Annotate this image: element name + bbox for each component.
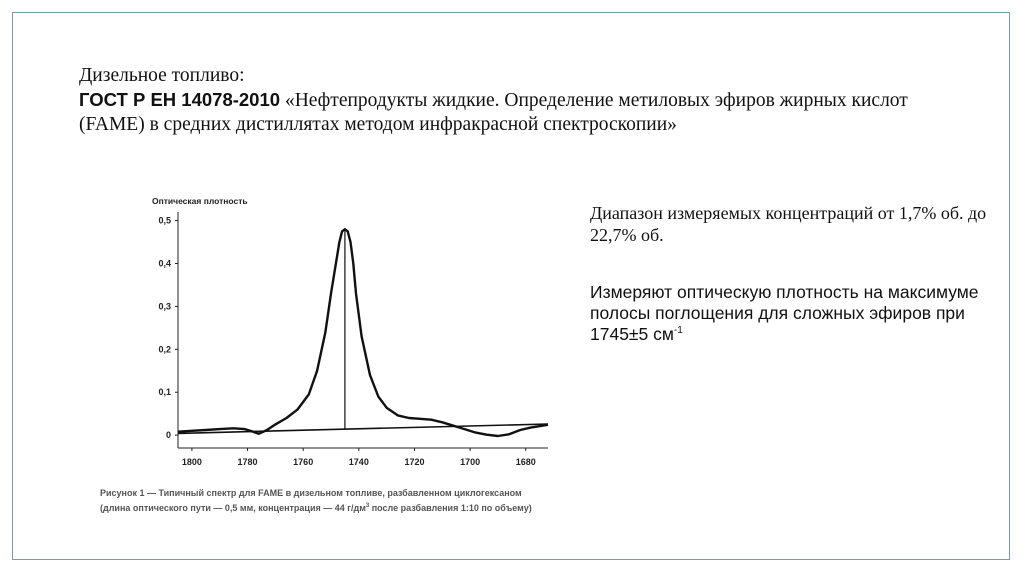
x-axis bbox=[178, 448, 548, 467]
ir-spectrum-chart bbox=[140, 190, 560, 480]
concentration-range-note: Диапазон измеряемых концентраций от 1,7% об. до 22,7% об. bbox=[590, 203, 987, 245]
x-tick-label: 1780 bbox=[237, 457, 258, 467]
caption-line-2 bbox=[100, 501, 660, 516]
spectrum-series-line bbox=[178, 229, 548, 436]
gost-number: ГОСТ Р ЕН 14078-2010 bbox=[79, 89, 281, 110]
caption-line-2a: (длина оптического пути — 0,5 мм, концентрация — 44 г/дм bbox=[100, 503, 366, 513]
y-tick-label: 0,4 bbox=[158, 258, 171, 269]
y-tick-label: 0,5 bbox=[158, 215, 171, 226]
y-axis-title: Оптическая плотность bbox=[152, 196, 248, 206]
figure-caption bbox=[100, 486, 660, 516]
measurement-unit-exponent: -1 bbox=[673, 325, 683, 337]
y-tick-label: 0,1 bbox=[158, 387, 171, 398]
slide-heading bbox=[79, 64, 959, 137]
measurement-note bbox=[590, 282, 1010, 345]
y-tick-label: 0,3 bbox=[158, 301, 171, 312]
y-tick-label: 0 bbox=[165, 430, 171, 441]
x-tick-label: 1800 bbox=[181, 457, 202, 467]
caption-line-2b: после разбавления 1:10 по объему) bbox=[369, 503, 532, 513]
y-tick-label: 0,2 bbox=[158, 344, 171, 355]
heading-line-fuel: Дизельное топливо: bbox=[79, 65, 245, 86]
caption-exponent: 3 bbox=[365, 503, 370, 509]
gost-title: «Нефтепродукты жидкие. Определение метиловых эфиров жирных кислот (FAME) в средних дистиллятах методом инфракрасной спектроскопии» bbox=[79, 90, 908, 135]
y-axis bbox=[158, 212, 178, 448]
x-tick-label: 1760 bbox=[293, 457, 314, 467]
heading-standard bbox=[79, 88, 959, 137]
measurement-text: Измеряют оптическую плотность на максимуме полосы поглощения для сложных эфиров при 1745±5 см bbox=[590, 282, 979, 344]
x-tick-label: 1700 bbox=[460, 457, 481, 467]
spectrum-series bbox=[178, 229, 548, 436]
caption-line-1: Рисунок 1 — Типичный спектр для FAME в дизельном топливе, разбавленном циклогексаном bbox=[100, 488, 522, 498]
x-tick-label: 1680 bbox=[515, 457, 536, 467]
x-tick-label: 1720 bbox=[404, 457, 425, 467]
x-tick-label: 1740 bbox=[348, 457, 369, 467]
